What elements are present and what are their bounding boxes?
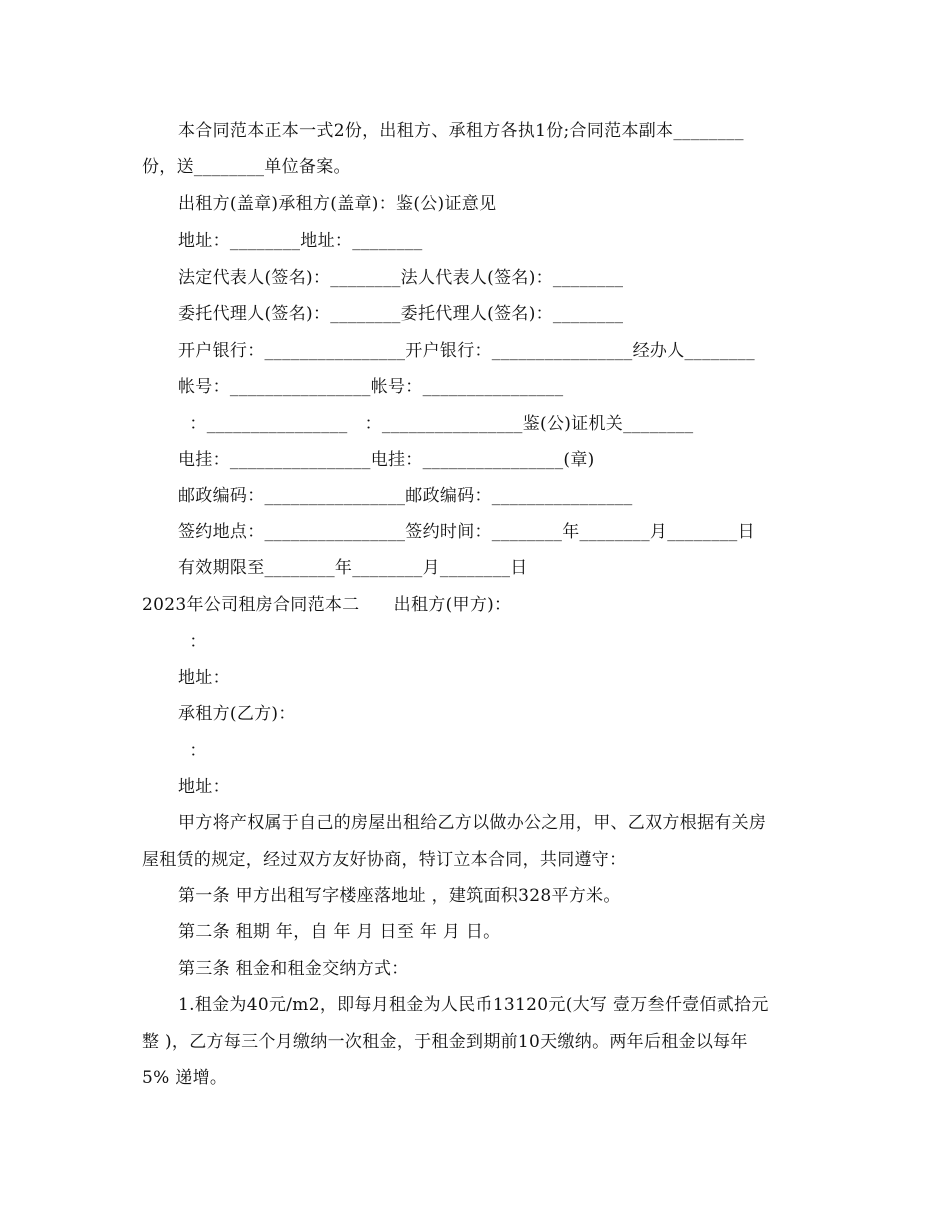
bank-fields: 开户银行：________________开户银行：________________经办人________ (178, 341, 755, 361)
lessee-address-line: 地址： (178, 777, 230, 797)
phone-fields: ：________________ ：________________鉴(公)证机关________ (178, 414, 694, 434)
contract-two-heading: 2023年公司租房合同范本二 出租方(甲方)： (142, 595, 512, 615)
article-one: 第一条 甲方出租写字楼座落地址 ，建筑面积328平方米。 (178, 886, 621, 906)
signing-place-time-fields: 签约地点：________________签约时间：________年________月________日 (178, 522, 755, 542)
lessee-colon-line: ： (178, 741, 207, 761)
postal-code-fields: 邮政编码：________________邮政编码：________________ (178, 486, 633, 506)
account-fields: 帐号：________________帐号：________________ (178, 377, 564, 397)
rent-paragraph-line-2: 整 )，乙方每三个月缴纳一次租金，于租金到期前10天缴纳。两年后租金以每年 (142, 1032, 748, 1052)
rent-paragraph-line-1: 1.租金为40元/m2，即每月租金为人民币13120元(大写 壹万叁仟壹佰贰拾元 (178, 995, 769, 1015)
lessee-heading-line: 承租方(乙方)： (178, 704, 296, 724)
lessor-colon-line: ： (178, 632, 207, 652)
validity-fields: 有效期限至________年________月________日 (178, 558, 528, 578)
intro-paragraph-line-1: 甲方将产权属于自己的房屋出租给乙方以做办公之用，甲、乙双方根据有关房 (178, 813, 767, 833)
agent-fields: 委托代理人(签名)：________委托代理人(签名)：________ (178, 304, 624, 324)
intro-paragraph-line-2: 屋租赁的规定，经过双方友好协商，特订立本合同，共同遵守： (142, 850, 627, 870)
lessor-address-line: 地址： (178, 668, 230, 688)
paragraph-copies-line-2: 份，送________单位备案。 (142, 157, 351, 177)
address-fields: 地址：________地址：________ (178, 231, 423, 251)
rent-paragraph-line-3: 5% 递增。 (142, 1068, 228, 1088)
paragraph-copies-line-1: 本合同范本正本一式2份，出租方、承租方各执1份;合同范本副本________ (178, 121, 744, 141)
signature-header: 出租方(盖章)承租方(盖章)：鉴(公)证意见 (178, 194, 497, 214)
telegraph-fields: 电挂：________________电挂：________________(章) (178, 450, 595, 470)
article-two: 第二条 租期 年，自 年 月 日至 年 月 日。 (178, 922, 501, 942)
article-three: 第三条 租金和租金交纳方式： (178, 959, 409, 979)
legal-representative-fields: 法定代表人(签名)：________法人代表人(签名)：________ (178, 268, 624, 288)
